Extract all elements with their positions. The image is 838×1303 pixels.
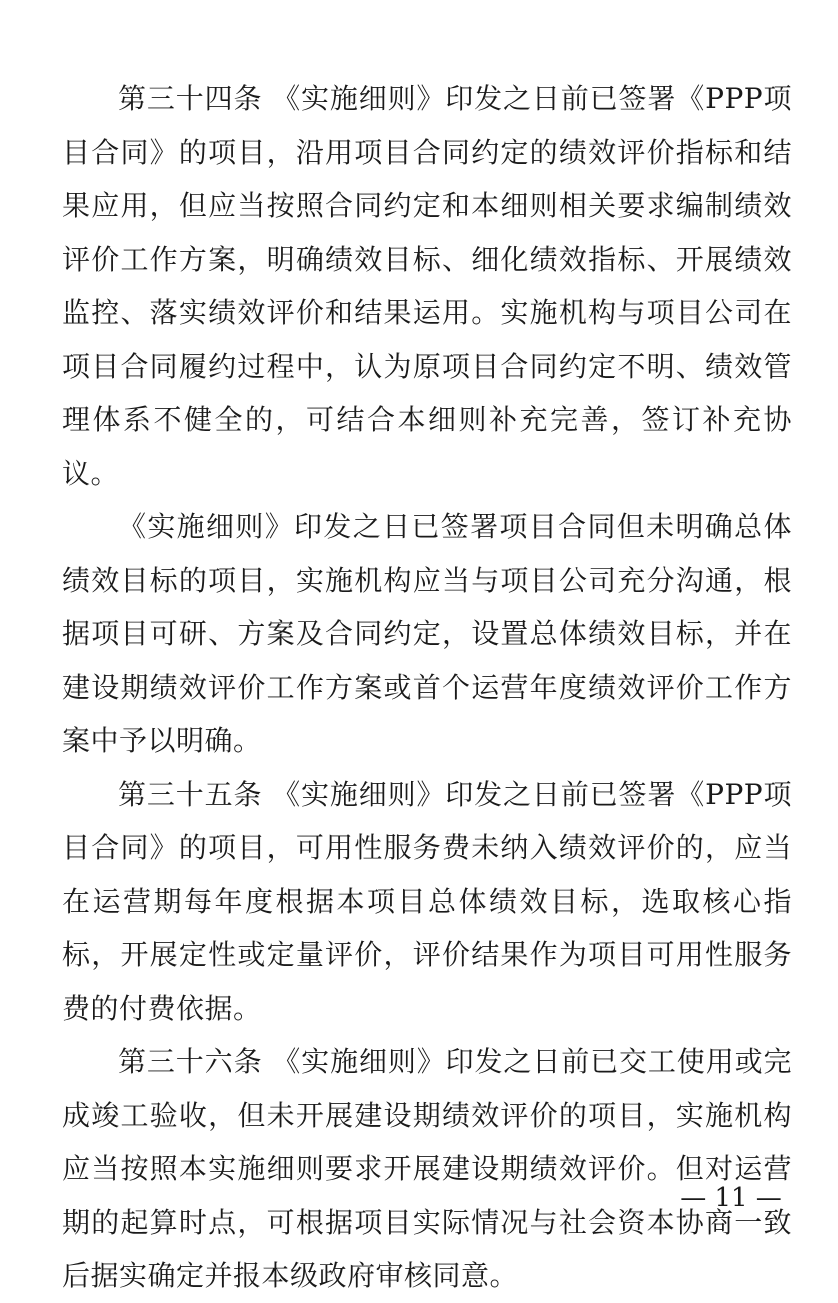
article-34-supplement-paragraph: 《实施细则》印发之日已签署项目合同但未明确总体绩效目标的项目，实施机构应当与项目公司充分沟通，根据项目可研、方案及合同约定，设置总体绩效目标，并在建设期绩效评价工作方案或首个运营年度绩效评价工作方案中予以明确。	[62, 510, 792, 757]
article-35-paragraph: 第三十五条 《实施细则》印发之日前已签署《PPP项目合同》的项目，可用性服务费未纳入绩效评价的，应当在运营期每年度根据本项目总体绩效目标，选取核心指标，开展定性或定量评价，评价结果作为项目可用性服务费的付费依据。	[62, 777, 792, 1025]
article-36-paragraph: 第三十六条 《实施细则》印发之日前已交工使用或完成竣工验收，但未开展建设期绩效评价的项目，实施机构应当按照本实施细则要求开展建设期绩效评价。但对运营期的起算时点，可根据项目实际情况与社会资本协商一致后据实确定并报本级政府审核同意。	[62, 1045, 792, 1292]
page-number: — 11 —	[680, 1183, 782, 1213]
body-text	[62, 72, 792, 1303]
article-34-paragraph: 第三十四条 《实施细则》印发之日前已签署《PPP项目合同》的项目，沿用项目合同约定的绩效评价指标和结果应用，但应当按照合同约定和本细则相关要求编制绩效评价工作方案，明确绩效目标、细化绩效指标、开展绩效监控、落实绩效评价和结果运用。实施机构与项目公司在项目合同履约过程中，认为原项目合同约定不明、绩效管理体系不健全的，可结合本细则补充完善，签订补充协议。	[62, 82, 792, 490]
